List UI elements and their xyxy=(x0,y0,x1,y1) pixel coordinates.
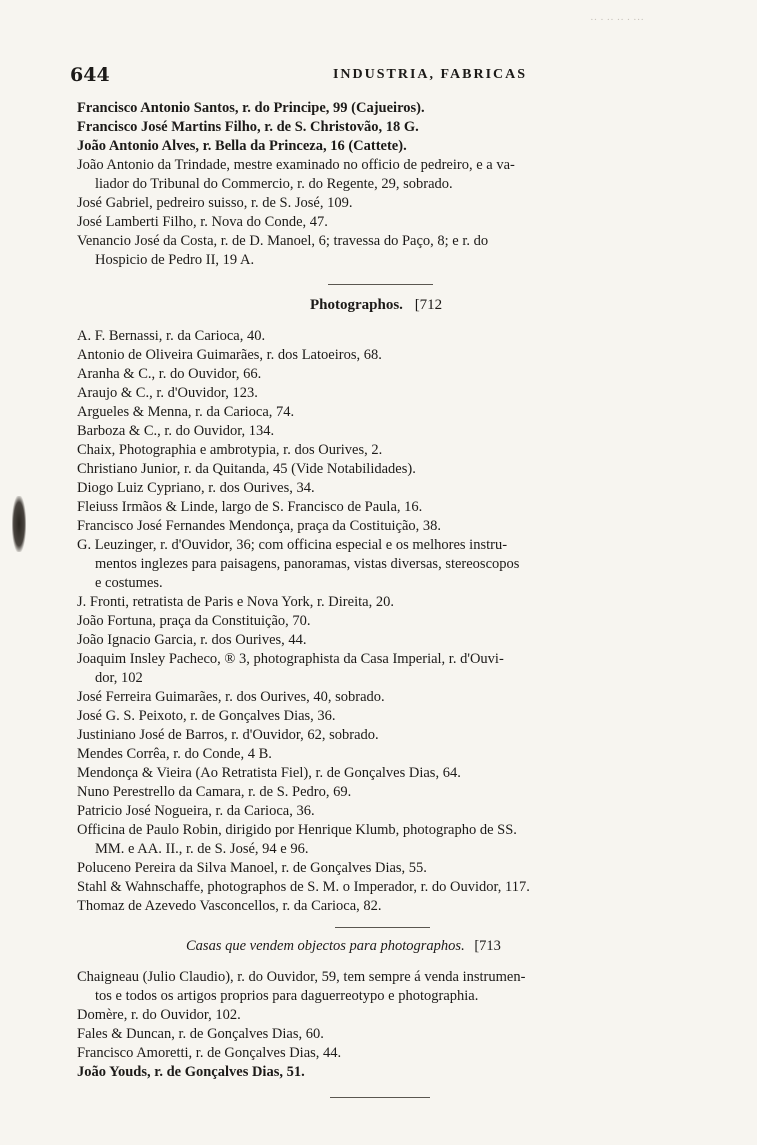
list-item-continuation: mentos inglezes para paisagens, panoramas, vistas diversas, stereoscopos xyxy=(95,556,520,572)
list-item: Aranha & C., r. do Ouvidor, 66. xyxy=(77,366,262,382)
list-item: Nuno Perestrello da Camara, r. de S. Pedro, 69. xyxy=(77,784,352,800)
list-item: Thomaz de Azevedo Vasconcellos, r. da Carioca, 82. xyxy=(77,898,382,914)
section-reference: [712 xyxy=(414,297,443,313)
list-item-continuation: MM. e AA. II., r. de S. José, 94 e 96. xyxy=(95,841,309,857)
section-heading-text: Photographos. xyxy=(310,297,403,313)
list-item: G. Leuzinger, r. d'Ouvidor, 36; com officina especial e os melhores instru- xyxy=(77,537,508,553)
list-item: Francisco Antonio Santos, r. do Principe, 99 (Cajueiros). xyxy=(77,100,425,116)
list-item: Diogo Luiz Cypriano, r. dos Ourives, 34. xyxy=(77,480,315,496)
list-item: João Ignacio Garcia, r. dos Ourives, 44. xyxy=(77,632,307,648)
list-item: Antonio de Oliveira Guimarães, r. dos Latoeiros, 68. xyxy=(77,347,382,363)
list-item: Francisco Amoretti, r. de Gonçalves Dias, 44. xyxy=(77,1045,342,1061)
list-item: José G. S. Peixoto, r. de Gonçalves Dias, 36. xyxy=(77,708,336,724)
list-item: João Antonio Alves, r. Bella da Princeza, 16 (Cattete). xyxy=(77,138,407,154)
list-item: Araujo & C., r. d'Ouvidor, 123. xyxy=(77,385,258,401)
list-item: Chaix, Photographia e ambrotypia, r. dos Ourives, 2. xyxy=(77,442,383,458)
list-item: Barboza & C., r. do Ouvidor, 134. xyxy=(77,423,275,439)
list-item-continuation: tos e todos os artigos proprios para daguerreotypo e photographia. xyxy=(95,988,479,1004)
list-item: Christiano Junior, r. da Quitanda, 45 (Vide Notabilidades). xyxy=(77,461,416,477)
list-item: João Antonio da Trindade, mestre examinado no officio de pedreiro, e a va- xyxy=(77,157,515,173)
list-item: José Gabriel, pedreiro suisso, r. de S. José, 109. xyxy=(77,195,353,211)
list-item-continuation: Hospicio de Pedro II, 19 A. xyxy=(95,252,255,268)
section-heading-photographos xyxy=(310,297,442,314)
list-item: Joaquim Insley Pacheco, ® 3, photographista da Casa Imperial, r. d'Ouvi- xyxy=(77,651,504,667)
list-item: Chaigneau (Julio Claudio), r. do Ouvidor, 59, tem sempre á venda instrumen- xyxy=(77,969,526,985)
section-reference: [713 xyxy=(474,938,501,954)
list-item: Poluceno Pereira da Silva Manoel, r. de Gonçalves Dias, 55. xyxy=(77,860,427,876)
list-item: João Fortuna, praça da Constituição, 70. xyxy=(77,613,311,629)
list-item: Francisco José Martins Filho, r. de S. Christovão, 18 G. xyxy=(77,119,419,135)
page-stain xyxy=(12,496,26,552)
list-item: Domère, r. do Ouvidor, 102. xyxy=(77,1007,241,1023)
section-divider xyxy=(330,1097,430,1098)
list-item-continuation: liador do Tribunal do Commercio, r. do Regente, 29, sobrado. xyxy=(95,176,453,192)
list-item-continuation: dor, 102 xyxy=(95,670,143,686)
list-item: J. Fronti, retratista de Paris e Nova York, r. Direita, 20. xyxy=(77,594,394,610)
list-item: Mendonça & Vieira (Ao Retratista Fiel), r. de Gonçalves Dias, 64. xyxy=(77,765,461,781)
list-item: Argueles & Menna, r. da Carioca, 74. xyxy=(77,404,295,420)
list-item: Justiniano José de Barros, r. d'Ouvidor, 62, sobrado. xyxy=(77,727,379,743)
page-number: 644 xyxy=(70,64,110,86)
list-item: Fales & Duncan, r. de Gonçalves Dias, 60. xyxy=(77,1026,324,1042)
list-item: Stahl & Wahnschaffe, photographos de S. M. o Imperador, r. do Ouvidor, 117. xyxy=(77,879,530,895)
list-item-continuation: e costumes. xyxy=(95,575,163,591)
list-item: Mendes Corrêa, r. do Conde, 4 B. xyxy=(77,746,272,762)
list-item: A. F. Bernassi, r. da Carioca, 40. xyxy=(77,328,266,344)
bleed-through-marks: ·· · ·· ·· · ··· xyxy=(590,14,645,26)
list-item: Francisco José Fernandes Mendonça, praça da Costituição, 38. xyxy=(77,518,442,534)
list-item: Venancio José da Costa, r. de D. Manoel, 6; travessa do Paço, 8; e r. do xyxy=(77,233,489,249)
section-heading-casas xyxy=(186,938,501,955)
list-item: José Ferreira Guimarães, r. dos Ourives, 40, sobrado. xyxy=(77,689,385,705)
list-item: Fleiuss Irmãos & Linde, largo de S. Francisco de Paula, 16. xyxy=(77,499,423,515)
section-divider xyxy=(328,284,433,285)
section-divider xyxy=(335,927,430,928)
list-item: João Youds, r. de Gonçalves Dias, 51. xyxy=(77,1064,305,1080)
page-header xyxy=(70,64,710,90)
list-item: Officina de Paulo Robin, dirigido por Henrique Klumb, photographo de SS. xyxy=(77,822,517,838)
running-title: INDUSTRIA, FABRICAS xyxy=(332,67,528,82)
list-item: Patricio José Nogueira, r. da Carioca, 36. xyxy=(77,803,315,819)
list-item: José Lamberti Filho, r. Nova do Conde, 47. xyxy=(77,214,328,230)
section-heading-text: Casas que vendem objectos para photographos. xyxy=(186,938,465,954)
